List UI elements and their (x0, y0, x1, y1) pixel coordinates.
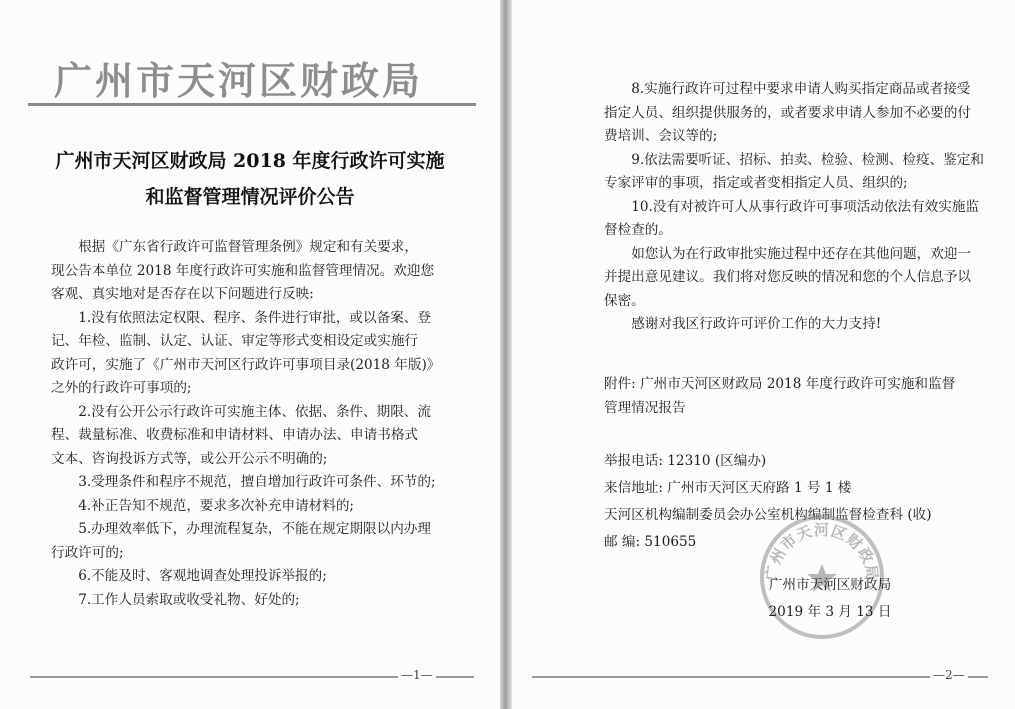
item-4: 4.补正告知不规范，要求多次补充申请材料的; (78, 497, 355, 514)
postcode: 邮 编: 510655 (604, 534, 697, 550)
item-1-line: 1.没有依照法定权限、程序、条件进行审批，或以备案、登 (78, 309, 431, 326)
item-3: 3.受理条件和程序不规范，擅自增加行政许可条件、环节的; (78, 474, 436, 490)
closing-line: 如您认为在行政审批实施过程中还存在其他问题，欢迎一 (631, 245, 972, 262)
item-5-line: 5.办理效率低下，办理流程复杂，不能在规定期限以内办理 (78, 521, 431, 537)
item-9-line: 专家评审的事项，指定或者变相指定人员、组织的; (604, 175, 908, 191)
page-number: —2— (930, 668, 968, 682)
book-gutter (500, 0, 512, 709)
closing-line: 保密。 (604, 292, 645, 309)
item-8-line: 指定人员、组织提供服务的，或者要求申请人参加不必要的付 (604, 104, 972, 121)
item-10-line: 10.没有对被许可人从事行政许可事项活动依法有效实施监 (631, 198, 980, 215)
item-2-line: 2.没有公开公示行政许可实施主体、依据、条件、期限、流 (78, 403, 431, 420)
closing-line: 并提出意见建议。我们将对您反映的情况和您的个人信息予以 (604, 269, 972, 285)
item-8-line: 费培训、会议等的; (604, 128, 718, 144)
item-9-line: 9.依法需要听证、招标、拍卖、检验、检测、检疫、鉴定和 (631, 151, 984, 168)
attachment-line: 管理情况报告 (604, 400, 686, 416)
intro-line: 根据《广东省行政许可监督管理条例》规定和有关要求， (78, 239, 419, 255)
item-1-line: 之外的行政许可事项的; (51, 380, 192, 396)
item-7: 7.工作人员索取或收受礼物、好处的; (78, 591, 300, 608)
signature-org: 广州市天河区财政局 (768, 577, 892, 593)
intro-line: 现公告本单位 2018 年度行政许可实施和监督管理情况。欢迎您 (51, 262, 435, 279)
attachment-line: 附件: 广州市天河区财政局 2018 年度行政许可实施和监督 (604, 376, 956, 392)
document-title-line-2: 和监督管理情况评价公告 (145, 186, 355, 208)
item-10-line: 督检查的。 (604, 222, 672, 238)
signature-date: 2019 年 3 月 13 日 (768, 604, 892, 620)
report-phone: 举报电话: 12310 (区编办) (604, 453, 767, 469)
item-2-line: 文本、咨询投诉方式等，或公开公示不明确的; (51, 450, 328, 467)
mail-address: 来信地址: 广州市天河区天府路 1 号 1 楼 (604, 480, 852, 496)
recipient-dept: 天河区机构编制委员会办公室机构编制监督检查科 (收) (604, 507, 932, 523)
thanks-line: 感谢对我区行政许可评价工作的大力支持! (631, 316, 882, 332)
page-1 (0, 0, 500, 709)
item-1-line: 政许可，实施了《广州市天河区行政许可事项目录(2018 年版)》 (51, 356, 441, 373)
right-body (604, 78, 984, 337)
attachment-note (604, 372, 964, 420)
item-8-line: 8.实施行政许可过程中要求申请人购买指定商品或者接受 (631, 81, 971, 97)
document-title-line-1: 广州市天河区财政局 2018 年度行政许可实施 (55, 150, 445, 172)
page-number: —1— (398, 668, 436, 682)
item-2-line: 程、裁量标准、收费标准和申请材料、申请办法、申请书格式 (51, 427, 419, 443)
intro-line: 客观、真实地对是否存在以下问题进行反映: (51, 286, 314, 302)
footer-rule (532, 676, 988, 678)
item-5-line: 行政许可的; (51, 544, 124, 561)
item-1-line: 记、年检、监制、认定、认证、审定等形式变相设定或实施行 (51, 333, 419, 349)
seal-text: 广州市天河区财政局 (762, 521, 882, 583)
masthead: 广州市天河区财政局 (54, 58, 424, 103)
left-body (51, 236, 441, 612)
masthead-rule (28, 103, 476, 106)
item-6: 6.不能及时、客观地调查处理投诉举报的; (78, 568, 327, 584)
signature-block (720, 572, 940, 626)
